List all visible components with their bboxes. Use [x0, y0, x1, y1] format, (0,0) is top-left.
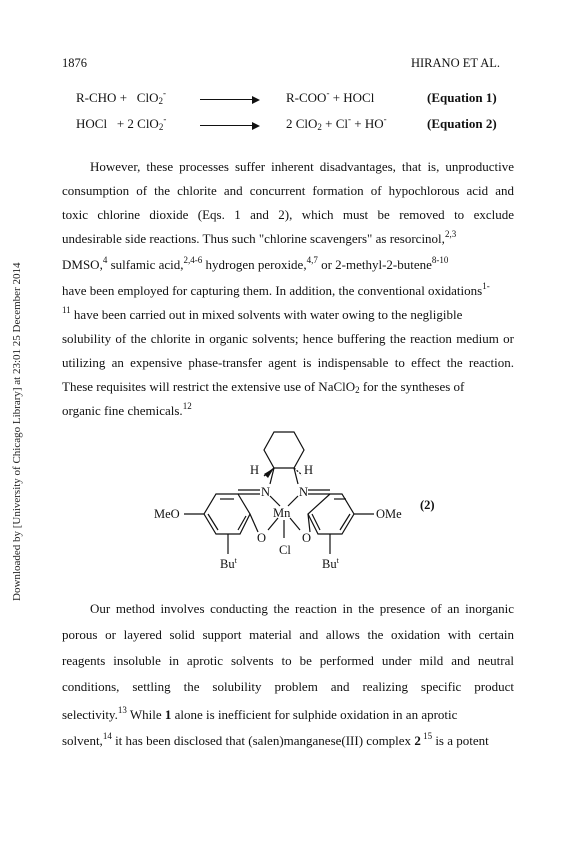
equation-2-arrow [200, 125, 258, 126]
para2-line-4: conditions, settling the solubility problem and realizing specific product [62, 679, 514, 694]
imine-n-right: N [299, 485, 309, 499]
tert-butyl-right: Bu$^t$ [322, 556, 339, 571]
download-watermark: Downloaded by [University of Chicago Library] at 23:01 25 December 2014 [11, 262, 23, 602]
para1-line-2: consumption of the chlorite and concurrent formation of hypochlorous acid and [62, 183, 514, 198]
eq1-reactant-chlorite: ClO$_2$- [136, 88, 166, 106]
para2-line-2: porous or layered solid support material and allows the oxidation with certain [62, 627, 514, 642]
para2-line-3: reagents insoluble in aprotic solvents to be performed under mild and neutral [62, 653, 514, 668]
equation-2-lhs: HOCl + 2 ClO$_2$- [76, 114, 167, 132]
phenoxide-o-right: O [302, 531, 312, 545]
equation-1-rhs: R-COO- + HOCl [286, 88, 375, 105]
cyclohexane-ring [264, 432, 304, 468]
para1-line-3: toxic chlorine dioxide (Eqs. 1 and 2), which must be removed to exclude [62, 207, 514, 222]
para2-line-6: solvent,$^{14}$ it has been disclosed that (salen)manganese(III) complex 2 $^{15}$ is a potent [62, 731, 489, 748]
running-header-authors: HIRANO ET AL. [410, 56, 500, 70]
methoxy-right: OMe [376, 507, 402, 521]
para1-line-10: These requisites will restrict the extensive use of NaClO$_2$ for the syntheses of [62, 379, 465, 395]
compound-number-2: (2) [420, 498, 435, 512]
para1-line-5: DMSO,$^4$ sulfamic acid,$^{2,4-6}$ hydrogen peroxide,$^{4,7}$ or 2-methyl-2-butene$^{8-10}$ [62, 255, 449, 272]
para1-line-9: utilizing an expensive phase-transfer agent is indispensable to effect the reaction. [62, 355, 514, 370]
equation-2-label: (Equation 2) [427, 116, 497, 131]
methoxy-left: MeO [154, 507, 180, 521]
stereo-h-left: H [250, 463, 260, 477]
page-number: 1876 [62, 56, 87, 70]
equation-2-rhs: 2 ClO$_2$ + Cl- + HO- [286, 114, 387, 132]
stereo-h-right: H [304, 463, 314, 477]
tert-butyl-left: Bu$^t$ [220, 556, 237, 571]
para1-line-7: $^{11}$ have been carried out in mixed solvents with water owing to the negligible [62, 305, 463, 322]
imine-n-left: N [261, 485, 271, 499]
equation-1-lhs [76, 90, 166, 106]
right-aromatic-ring [308, 494, 354, 534]
para2-line-5: selectivity.$^{13}$ While 1 alone is inefficient for sulphide oxidation in an aprotic [62, 705, 458, 722]
para2-line-1: Our method involves conducting the reaction in the presence of an inorganic [90, 601, 514, 616]
salen-manganese-structure [140, 420, 440, 590]
manganese-atom: Mn [273, 506, 291, 520]
eq1-reactant-aldehyde: R-CHO + [76, 90, 128, 105]
para1-line-6: have been employed for capturing them. In addition, the conventional oxidations$^{1-}$ [62, 281, 490, 298]
para1-line-11: organic fine chemicals.$^{12}$ [62, 401, 192, 418]
equation-1-label: (Equation 1) [427, 90, 497, 105]
left-aromatic-ring [204, 494, 250, 534]
equation-1-arrow [200, 99, 258, 100]
para1-line-1: However, these processes suffer inherent disadvantages, that is, unproductive [90, 159, 514, 174]
phenoxide-o-left: O [257, 531, 267, 545]
para1-line-8: solubility of the chlorite in organic solvents; hence buffering the reaction medium or [62, 331, 514, 346]
chloride-ligand: Cl [279, 543, 291, 557]
para1-line-4: undesirable side reactions. Thus such "chlorine scavengers" as resorcinol,$^{2,3}$ [62, 229, 457, 246]
